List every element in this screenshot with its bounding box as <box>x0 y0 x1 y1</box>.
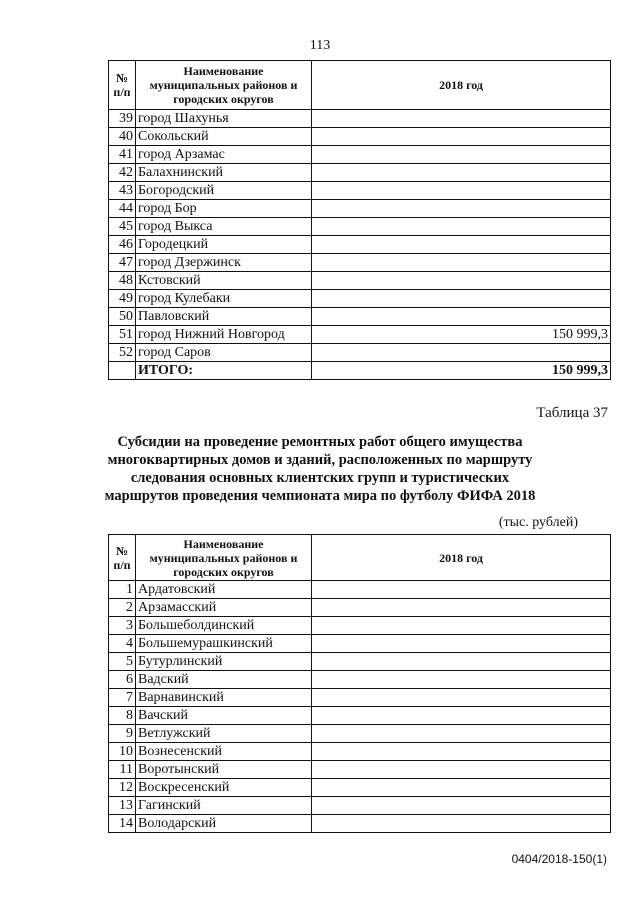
row-value <box>312 671 611 689</box>
row-name: Бутурлинский <box>136 653 312 671</box>
row-name: Володарский <box>136 815 312 833</box>
subsidy-table-37 <box>108 534 611 833</box>
table-row <box>109 254 611 272</box>
row-name: Арзамасский <box>136 599 312 617</box>
table-row <box>109 200 611 218</box>
header-year: 2018 год <box>312 535 611 581</box>
row-number: 39 <box>109 110 136 128</box>
table-row <box>109 815 611 833</box>
row-value <box>312 743 611 761</box>
row-name: Сокольский <box>136 128 312 146</box>
row-value <box>312 236 611 254</box>
row-name: Гагинский <box>136 797 312 815</box>
row-value <box>312 635 611 653</box>
row-number: 1 <box>109 581 136 599</box>
row-name: город Арзамас <box>136 146 312 164</box>
header-num: № п/п <box>109 535 136 581</box>
header-num: № п/п <box>109 61 136 110</box>
table-row <box>109 164 611 182</box>
table-row <box>109 653 611 671</box>
total-label: ИТОГО: <box>136 362 312 380</box>
total-empty-cell <box>109 362 136 380</box>
row-number: 44 <box>109 200 136 218</box>
row-value <box>312 290 611 308</box>
table-row <box>109 671 611 689</box>
row-value <box>312 164 611 182</box>
table-row <box>109 689 611 707</box>
row-number: 45 <box>109 218 136 236</box>
table-title: Субсидии на проведение ремонтных работ общего имущества многоквартирных домов и зданий, расположенных по маршруту следования основных клиентских групп и туристических маршрутов проведения чемпионата мира по футболу ФИФА 2018 <box>104 434 536 504</box>
table-row <box>109 290 611 308</box>
row-number: 51 <box>109 326 136 344</box>
row-name: город Саров <box>136 344 312 362</box>
row-name: Ардатовский <box>136 581 312 599</box>
header-name: Наименование муниципальных районов и городских округов <box>136 61 312 110</box>
row-number: 10 <box>109 743 136 761</box>
row-number: 13 <box>109 797 136 815</box>
row-number: 50 <box>109 308 136 326</box>
table-row <box>109 761 611 779</box>
row-name: Богородский <box>136 182 312 200</box>
row-value <box>312 344 611 362</box>
row-value <box>312 617 611 635</box>
row-value <box>312 308 611 326</box>
row-number: 46 <box>109 236 136 254</box>
table-row <box>109 236 611 254</box>
row-number: 11 <box>109 761 136 779</box>
row-value <box>312 599 611 617</box>
table-row <box>109 743 611 761</box>
row-value <box>312 815 611 833</box>
table-row <box>109 779 611 797</box>
row-number: 9 <box>109 725 136 743</box>
row-number: 42 <box>109 164 136 182</box>
row-value <box>312 689 611 707</box>
row-number: 49 <box>109 290 136 308</box>
row-value <box>312 797 611 815</box>
row-value <box>312 254 611 272</box>
table-row <box>109 146 611 164</box>
subsidy-table-continued <box>108 60 611 380</box>
table-row <box>109 581 611 599</box>
table-row <box>109 326 611 344</box>
table-row <box>109 110 611 128</box>
row-number: 48 <box>109 272 136 290</box>
row-name: Вадский <box>136 671 312 689</box>
header-year: 2018 год <box>312 61 611 110</box>
row-value <box>312 272 611 290</box>
row-value <box>312 707 611 725</box>
row-name: Большемурашкинский <box>136 635 312 653</box>
row-name: город Кулебаки <box>136 290 312 308</box>
row-number: 43 <box>109 182 136 200</box>
table-row <box>109 308 611 326</box>
row-name: Городецкий <box>136 236 312 254</box>
row-number: 47 <box>109 254 136 272</box>
row-number: 12 <box>109 779 136 797</box>
table-row <box>109 344 611 362</box>
row-name: Большеболдинский <box>136 617 312 635</box>
row-value <box>312 110 611 128</box>
row-number: 14 <box>109 815 136 833</box>
row-name: Воскресенский <box>136 779 312 797</box>
row-number: 2 <box>109 599 136 617</box>
row-name: Павловский <box>136 308 312 326</box>
row-number: 3 <box>109 617 136 635</box>
table-row <box>109 599 611 617</box>
row-name: город Выкса <box>136 218 312 236</box>
unit-label: (тыс. рублей) <box>498 515 578 530</box>
row-name: Воротынский <box>136 761 312 779</box>
table-row <box>109 707 611 725</box>
row-name: город Дзержинск <box>136 254 312 272</box>
row-value: 150 999,3 <box>312 326 611 344</box>
row-value <box>312 779 611 797</box>
row-value <box>312 653 611 671</box>
table-label: Таблица 37 <box>536 405 608 421</box>
row-number: 8 <box>109 707 136 725</box>
header-name: Наименование муниципальных районов и городских округов <box>136 535 312 581</box>
page-number: 113 <box>309 38 331 53</box>
row-value <box>312 218 611 236</box>
row-name: Вачский <box>136 707 312 725</box>
total-row <box>109 362 611 380</box>
table-row <box>109 272 611 290</box>
row-number: 7 <box>109 689 136 707</box>
row-name: город Нижний Новгород <box>136 326 312 344</box>
table-row <box>109 617 611 635</box>
table-row <box>109 635 611 653</box>
row-name: Ветлужский <box>136 725 312 743</box>
row-value <box>312 725 611 743</box>
total-value: 150 999,3 <box>312 362 611 380</box>
row-name: Балахнинский <box>136 164 312 182</box>
row-name: город Бор <box>136 200 312 218</box>
table-row <box>109 128 611 146</box>
row-value <box>312 182 611 200</box>
row-number: 6 <box>109 671 136 689</box>
table-header-row <box>109 61 611 110</box>
row-value <box>312 128 611 146</box>
row-name: город Шахунья <box>136 110 312 128</box>
row-value <box>312 581 611 599</box>
table-row <box>109 218 611 236</box>
row-name: Вознесенский <box>136 743 312 761</box>
row-value <box>312 200 611 218</box>
table-header-row <box>109 535 611 581</box>
row-number: 5 <box>109 653 136 671</box>
document-code: 0404/2018-150(1) <box>511 852 607 866</box>
row-value <box>312 146 611 164</box>
table-row <box>109 797 611 815</box>
table-row <box>109 182 611 200</box>
table-row <box>109 725 611 743</box>
row-name: Кстовский <box>136 272 312 290</box>
row-number: 4 <box>109 635 136 653</box>
row-number: 40 <box>109 128 136 146</box>
row-number: 41 <box>109 146 136 164</box>
row-name: Варнавинский <box>136 689 312 707</box>
row-number: 52 <box>109 344 136 362</box>
row-value <box>312 761 611 779</box>
